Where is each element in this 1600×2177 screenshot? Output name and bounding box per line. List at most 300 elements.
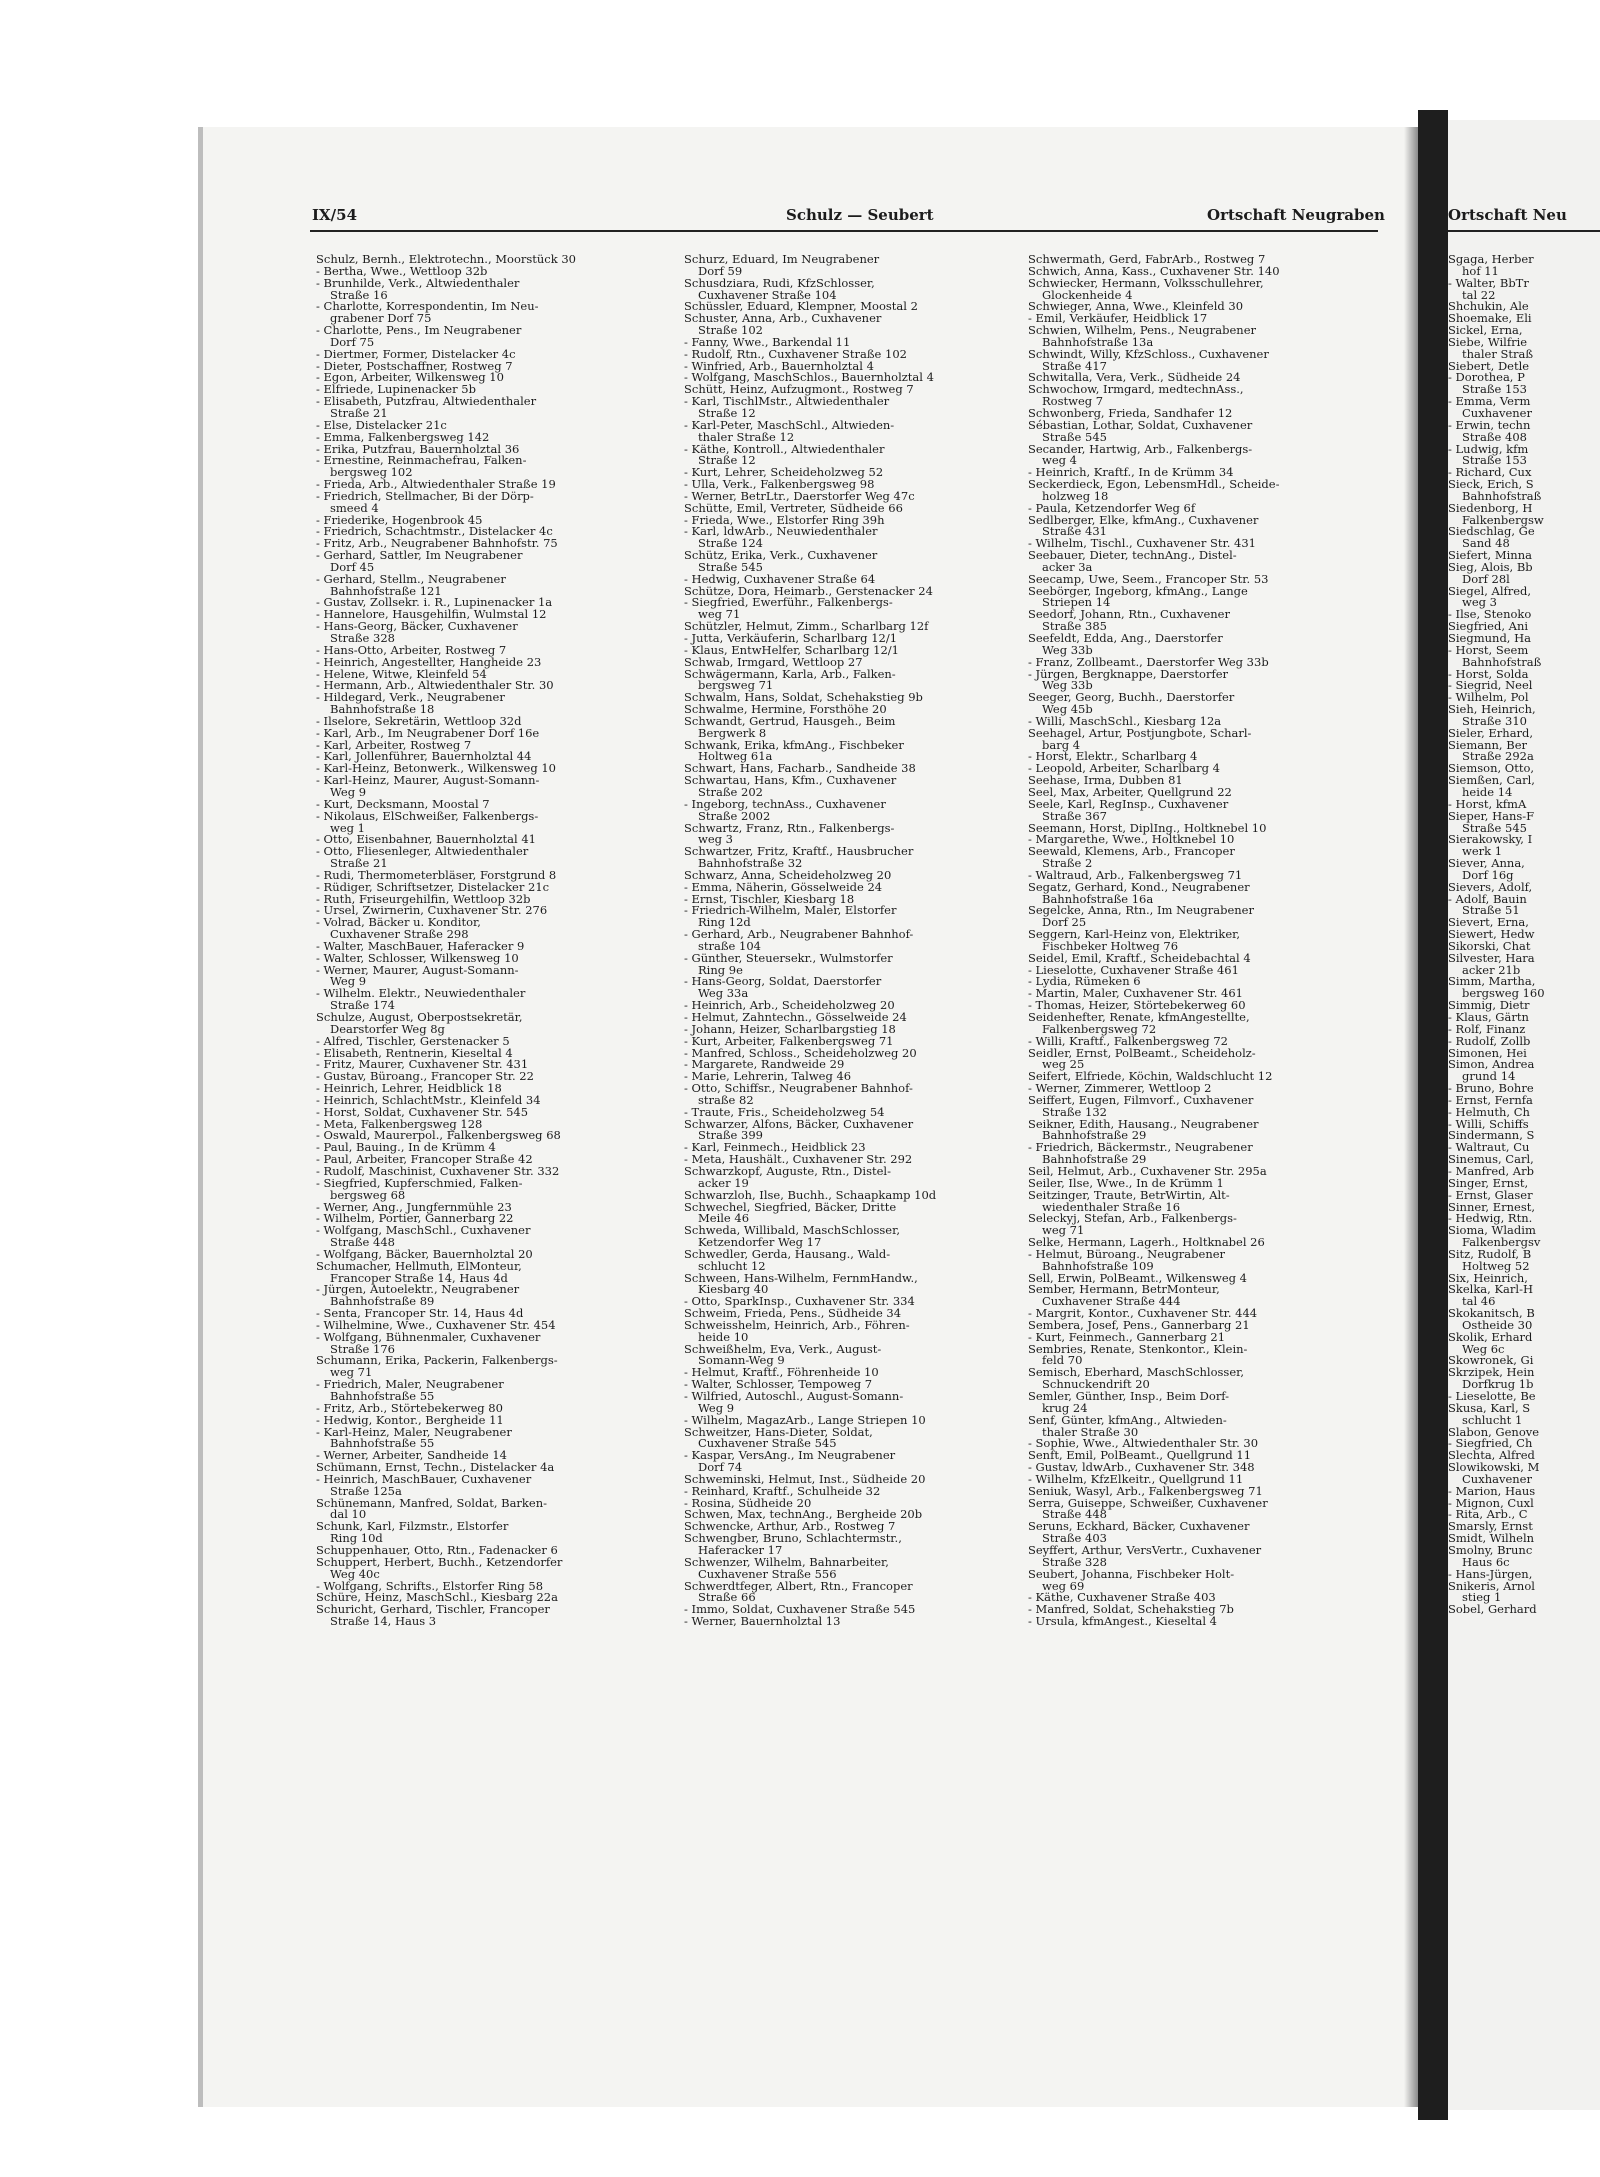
directory-entry: - Margarete, Randweide 29 bbox=[684, 1057, 845, 1072]
entry-continuation: Weg 9 bbox=[330, 784, 367, 799]
entry-continuation: Straße 403 bbox=[1042, 1531, 1107, 1546]
directory-entry: - Helmuth, Ch bbox=[1448, 1104, 1530, 1119]
directory-entry: Siedenborg, H bbox=[1448, 500, 1533, 515]
directory-entry: - Lydia, Rümeken 6 bbox=[1028, 974, 1141, 989]
entry-continuation: Straße 367 bbox=[1042, 808, 1107, 823]
directory-entry: Schweißhelm, Eva, Verk., August- bbox=[684, 1341, 882, 1356]
directory-entry: - Käthe, Cuxhavener Straße 403 bbox=[1028, 1590, 1216, 1605]
directory-entry: - Wolfgang, MaschSchlos., Bauernholztal 4 bbox=[684, 370, 934, 385]
entry-continuation: weg 69 bbox=[1042, 1578, 1085, 1593]
directory-entry: - Hildegard, Verk., Neugrabener bbox=[316, 690, 505, 705]
directory-entry: Seruns, Eckhard, Bäcker, Cuxhavener bbox=[1028, 1519, 1250, 1534]
directory-entry: Schwonberg, Frieda, Sandhafer 12 bbox=[1028, 405, 1233, 420]
directory-entry: - Walter, MaschBauer, Haferacker 9 bbox=[316, 938, 525, 953]
directory-entry: - Siegfried, Ewerführ., Falkenbergs- bbox=[684, 595, 893, 610]
entry-continuation: heide 10 bbox=[698, 1329, 749, 1344]
directory-entry: - Manfred, Soldat, Schehakstieg 7b bbox=[1028, 1602, 1234, 1617]
entry-continuation: Bahnhofstraß bbox=[1462, 488, 1542, 503]
directory-entry: Schuricht, Gerhard, Tischler, Francoper bbox=[316, 1602, 550, 1617]
directory-entry: - Walter, BbTr bbox=[1448, 275, 1529, 290]
directory-entry: - Martin, Maler, Cuxhavener Str. 461 bbox=[1028, 986, 1243, 1001]
entry-continuation: Rostweg 7 bbox=[1042, 394, 1104, 409]
directory-entry: Siemson, Otto, bbox=[1448, 761, 1535, 776]
entry-continuation: weg 71 bbox=[330, 1365, 373, 1380]
entry-continuation: wiedenthaler Straße 16 bbox=[1042, 1199, 1181, 1214]
directory-entry: - Elfriede, Lupinenacker 5b bbox=[316, 382, 476, 397]
directory-entry: - Heinrich, Kraftf., In de Krümm 34 bbox=[1028, 465, 1234, 480]
directory-entry: Snikeris, Arnol bbox=[1448, 1578, 1535, 1593]
directory-entry: - Siegfried, Kupferschmied, Falken- bbox=[316, 1175, 523, 1190]
directory-entry: Schweda, Willibald, MaschSchlosser, bbox=[684, 1223, 901, 1238]
directory-entry: Sember, Hermann, BetrMonteur, bbox=[1028, 1282, 1220, 1297]
directory-entry: Schwalme, Hermine, Forsthöhe 20 bbox=[684, 702, 887, 717]
directory-entry: Seehase, Irma, Dubben 81 bbox=[1028, 773, 1183, 788]
directory-entry: - Helmut, Zahntechn., Gösselweide 24 bbox=[684, 1010, 907, 1024]
directory-entry: - Siegrid, Neel bbox=[1448, 678, 1533, 693]
directory-entry: - Ernst, Tischler, Kiesbarg 18 bbox=[684, 891, 855, 906]
entry-continuation: Straße 448 bbox=[1042, 1507, 1107, 1522]
directory-entry: Schwartzer, Fritz, Kraftf., Hausbrucher bbox=[684, 844, 914, 859]
gutter-shadow bbox=[1404, 127, 1418, 2107]
directory-entry: - Friedrich, Bäckermstr., Neugrabener bbox=[1028, 1140, 1253, 1155]
directory-entry: - Fritz, Arb., Neugrabener Bahnhofstr. 75 bbox=[316, 536, 558, 551]
directory-entry: - Emma, Falkenbergsweg 142 bbox=[316, 429, 490, 444]
directory-entry: Siebe, Wilfrie bbox=[1448, 334, 1528, 349]
directory-entry: - Jürgen, Autoelektr., Neugrabener bbox=[316, 1282, 520, 1297]
directory-entry: Sébastian, Lothar, Soldat, Cuxhavener bbox=[1028, 417, 1253, 432]
entry-continuation: Bahnhofstraße 109 bbox=[1042, 1258, 1154, 1273]
directory-entry: Seckerdieck, Egon, LebensmHdl., Scheide- bbox=[1028, 477, 1280, 492]
entry-continuation: Straße 448 bbox=[330, 1235, 395, 1250]
entry-continuation: Straße 21 bbox=[330, 856, 388, 871]
directory-entry: Semisch, Eberhard, MaschSchlosser, bbox=[1028, 1365, 1245, 1380]
directory-entry: - Egon, Arbeiter, Wilkensweg 10 bbox=[316, 370, 504, 385]
directory-entry: - Jürgen, Bergknappe, Daerstorfer bbox=[1028, 666, 1229, 681]
directory-entry: - Hans-Jürgen, bbox=[1448, 1566, 1533, 1581]
directory-entry: Seewald, Klemens, Arb., Francoper bbox=[1028, 844, 1235, 859]
directory-entry: - Friederike, Hogenbrook 45 bbox=[316, 512, 483, 527]
directory-entry: Schulz, Bernh., Elektrotechn., Moorstück 30 bbox=[316, 254, 576, 266]
directory-entry: - Paul, Arbeiter, Francoper Straße 42 bbox=[316, 1152, 533, 1167]
entry-continuation: Bahnhofstraße 29 bbox=[1042, 1128, 1147, 1143]
entry-continuation: Straße 16 bbox=[330, 287, 388, 302]
directory-entry: Siegel, Alfred, bbox=[1448, 583, 1532, 598]
entry-continuation: Bahnhofstraße 13a bbox=[1042, 334, 1154, 349]
directory-entry: - Wilhelm, MagazArb., Lange Striepen 10 bbox=[684, 1412, 926, 1427]
directory-entry: - Gustav, Büroang., Francoper Str. 22 bbox=[316, 1069, 534, 1084]
directory-entry: Skusa, Karl, S bbox=[1448, 1400, 1531, 1415]
directory-entry: - Otto, Eisenbahner, Bauernholztal 41 bbox=[316, 832, 536, 847]
directory-entry: Schwart, Hans, Facharb., Sandheide 38 bbox=[684, 761, 916, 776]
entry-continuation: Straße 310 bbox=[1462, 713, 1527, 728]
directory-entry: Schusdziara, Rudi, KfzSchlosser, bbox=[684, 275, 875, 290]
directory-entry: Seiffert, Eugen, Filmvorf., Cuxhavener bbox=[1028, 1092, 1254, 1107]
entry-continuation: Ring 9e bbox=[698, 962, 743, 977]
directory-entry: Schweminski, Helmut, Inst., Südheide 20 bbox=[684, 1471, 926, 1486]
directory-entry: Schwechel, Siegfried, Bäcker, Dritte bbox=[684, 1199, 897, 1214]
directory-entry: Sell, Erwin, PolBeamt., Wilkensweg 4 bbox=[1028, 1270, 1247, 1285]
directory-entry: Skowronek, Gi bbox=[1448, 1353, 1534, 1368]
directory-entry: Seitzinger, Traute, BetrWirtin, Alt- bbox=[1028, 1187, 1230, 1202]
directory-entry: - Heinrich, Angestellter, Hangheide 23 bbox=[316, 654, 542, 669]
directory-entry: - Lieselotte, Cuxhavener Straße 461 bbox=[1028, 962, 1239, 977]
directory-entry: - Dorothea, P bbox=[1448, 370, 1525, 385]
entry-continuation: werk 1 bbox=[1462, 844, 1503, 859]
entry-continuation: bergsweg 68 bbox=[330, 1187, 406, 1202]
directory-entry: - Werner, Bauernholztal 13 bbox=[684, 1614, 841, 1629]
directory-column-1 bbox=[316, 254, 674, 1974]
directory-entry: - Käthe, Kontroll., Altwiedenthaler bbox=[684, 441, 885, 456]
entry-continuation: weg 3 bbox=[1462, 595, 1497, 610]
entry-continuation: thaler Straß bbox=[1462, 346, 1534, 361]
directory-entry: Senf, Günter, kfmAng., Altwieden- bbox=[1028, 1412, 1227, 1427]
directory-entry: Seebauer, Dieter, technAng., Distel- bbox=[1028, 548, 1237, 563]
entry-continuation: weg 71 bbox=[1042, 1223, 1085, 1238]
directory-entry: Sieg, Alois, Bb bbox=[1448, 559, 1533, 574]
entry-continuation: schlucht 12 bbox=[698, 1258, 766, 1273]
directory-entry: Smarsly, Ernst bbox=[1448, 1519, 1533, 1534]
entry-continuation: Straße 174 bbox=[330, 998, 395, 1013]
directory-entry: - Rosina, Südheide 20 bbox=[684, 1495, 812, 1510]
directory-entry: Smolny, Brunc bbox=[1448, 1542, 1533, 1557]
section-title: Ortschaft Neugraben bbox=[1207, 206, 1385, 224]
directory-entry: Seehagel, Artur, Postjungbote, Scharl- bbox=[1028, 725, 1252, 740]
directory-entry: - Hans-Georg, Bäcker, Cuxhavener bbox=[316, 619, 518, 634]
directory-entry: Seel, Max, Arbeiter, Quellgrund 22 bbox=[1028, 784, 1232, 799]
directory-entry: - Ilse, Stenoko bbox=[1448, 607, 1532, 622]
directory-entry: Seemann, Horst, DiplIng., Holtknebel 10 bbox=[1028, 820, 1267, 835]
directory-entry: Skelka, Karl-H bbox=[1448, 1282, 1534, 1297]
directory-entry: Segatz, Gerhard, Kond., Neugrabener bbox=[1028, 879, 1250, 894]
entry-continuation: Bahnhofstraße 32 bbox=[698, 856, 803, 871]
directory-entry: Schwarzkopf, Auguste, Rtn., Distel- bbox=[684, 1163, 891, 1178]
directory-entry: - Emma, Näherin, Gösselweide 24 bbox=[684, 879, 883, 894]
directory-entry: - Klaus, EntwHelfer, Scharlbarg 12/1 bbox=[684, 642, 899, 657]
entry-continuation: tal 46 bbox=[1462, 1294, 1496, 1309]
directory-entry: - Mignon, Cuxl bbox=[1448, 1495, 1534, 1510]
directory-entry: Skrzipek, Hein bbox=[1448, 1365, 1535, 1380]
entry-continuation: Dorf 45 bbox=[330, 559, 375, 574]
directory-entry: Skokanitsch, B bbox=[1448, 1306, 1535, 1321]
directory-entry: - Emma, Verm bbox=[1448, 394, 1531, 409]
entry-continuation: Dorf 25 bbox=[1042, 915, 1087, 930]
directory-entry: - Brunhilde, Verk., Altwiedenthaler bbox=[316, 275, 520, 290]
directory-entry: - Rudolf, Zollb bbox=[1448, 1033, 1531, 1048]
directory-entry: - Hermann, Arb., Altwiedenthaler Str. 30 bbox=[316, 678, 554, 693]
directory-entry: - Ursel, Zwirnerin, Cuxhavener Str. 276 bbox=[316, 903, 548, 918]
directory-entry: Schwen, Max, technAng., Bergheide 20b bbox=[684, 1507, 923, 1522]
directory-entry: - Otto, Fliesenleger, Altwiedenthaler bbox=[316, 844, 529, 859]
directory-entry: Seleckyj, Stefan, Arb., Falkenbergs- bbox=[1028, 1211, 1237, 1226]
directory-entry: - Ruth, Friseurgehilfin, Wettloop 32b bbox=[316, 891, 531, 906]
directory-entry: - Meta, Falkenbergsweg 128 bbox=[316, 1116, 483, 1131]
directory-entry: - Horst, Solda bbox=[1448, 666, 1529, 681]
directory-entry: - Emil, Verkäufer, Heidblick 17 bbox=[1028, 311, 1208, 326]
directory-entry: Schwich, Anna, Kass., Cuxhavener Str. 140 bbox=[1028, 263, 1280, 278]
directory-entry: - Hedwig, Kontor., Bergheide 11 bbox=[316, 1412, 504, 1427]
entry-continuation: weg 25 bbox=[1042, 1057, 1085, 1072]
directory-entry: - Karl-Heinz, Maurer, August-Somann- bbox=[316, 773, 540, 788]
directory-entry: - Fanny, Wwe., Barkendal 11 bbox=[684, 334, 851, 349]
directory-entry: Schwermath, Gerd, FabrArb., Rostweg 7 bbox=[1028, 254, 1266, 266]
entry-continuation: krug 24 bbox=[1042, 1400, 1088, 1415]
entry-continuation: Straße 417 bbox=[1042, 358, 1107, 373]
directory-entry: - Else, Distelacker 21c bbox=[316, 417, 447, 432]
entry-continuation: Straße 545 bbox=[698, 559, 763, 574]
directory-entry: Schützler, Helmut, Zimm., Scharlbarg 12f bbox=[684, 619, 929, 634]
entry-continuation: Dorfkrug 1b bbox=[1462, 1377, 1534, 1392]
directory-column-2 bbox=[684, 254, 1022, 1974]
entry-continuation: weg 71 bbox=[698, 607, 741, 622]
directory-entry: - Leopold, Arbeiter, Scharlbarg 4 bbox=[1028, 761, 1220, 776]
entry-continuation: weg 1 bbox=[330, 820, 365, 835]
directory-entry: - Adolf, Bauin bbox=[1448, 891, 1527, 906]
directory-entry: Schwarzloh, Ilse, Buchh., Schaapkamp 10d bbox=[684, 1187, 937, 1202]
directory-entry: - Bertha, Wwe., Wettloop 32b bbox=[316, 263, 488, 278]
directory-entry: - Friedrich, Stellmacher, Bi der Dörp- bbox=[316, 488, 534, 503]
entry-continuation: thaler Straße 12 bbox=[698, 429, 795, 444]
directory-entry: Schwarz, Anna, Scheideholzweg 20 bbox=[684, 867, 892, 882]
directory-entry: - Erika, Putzfrau, Bauernholztal 36 bbox=[316, 441, 520, 456]
entry-continuation: holzweg 18 bbox=[1042, 488, 1109, 503]
entry-continuation: Fischbeker Holtweg 76 bbox=[1042, 938, 1179, 953]
directory-entry: Schunk, Karl, Filzmstr., Elstorfer bbox=[316, 1519, 509, 1534]
entry-continuation: acker 21b bbox=[1462, 962, 1521, 977]
directory-entry: - Manfred, Schloss., Scheideholzweg 20 bbox=[684, 1045, 917, 1060]
directory-entry: - Elisabeth, Putzfrau, Altwiedenthaler bbox=[316, 394, 537, 409]
directory-entry: - Dieter, Postschaffner, Rostweg 7 bbox=[316, 358, 513, 373]
directory-entry: - Hedwig, Rtn. bbox=[1448, 1211, 1533, 1226]
directory-entry: - Hans-Georg, Soldat, Daerstorfer bbox=[684, 974, 882, 989]
entry-continuation: Weg 9 bbox=[698, 1400, 735, 1415]
directory-entry: - Karl, Arb., Im Neugrabener Dorf 16e bbox=[316, 725, 540, 740]
directory-entry: - Karl, Jollenführer, Bauernholztal 44 bbox=[316, 749, 532, 764]
directory-entry: - Helene, Witwe, Kleinfeld 54 bbox=[316, 666, 487, 681]
directory-entry: Shchukin, Ale bbox=[1448, 299, 1529, 314]
directory-entry: - Ingeborg, technAss., Cuxhavener bbox=[684, 796, 886, 811]
entry-continuation: Straße 153 bbox=[1462, 382, 1527, 397]
directory-entry: Schwitalla, Vera, Verk., Südheide 24 bbox=[1028, 370, 1241, 385]
entry-continuation: Ring 12d bbox=[698, 915, 751, 930]
directory-entry: Seil, Helmut, Arb., Cuxhavener Str. 295a bbox=[1028, 1163, 1267, 1178]
entry-continuation: dal 10 bbox=[330, 1507, 367, 1522]
directory-entry: - Otto, Schiffsr., Neugrabener Bahnhof- bbox=[684, 1081, 913, 1096]
directory-entry: Schüssler, Eduard, Klempner, Moostal 2 bbox=[684, 299, 918, 314]
entry-continuation: Straße 66 bbox=[698, 1590, 756, 1605]
directory-entry: Schwedler, Gerda, Hausang., Wald- bbox=[684, 1246, 891, 1261]
entry-continuation: Bahnhofstraße 29 bbox=[1042, 1152, 1147, 1167]
directory-entry: - Gustav, ldwArb., Cuxhavener Str. 348 bbox=[1028, 1460, 1255, 1475]
entry-continuation: Dearstorfer Weg 8g bbox=[330, 1021, 445, 1036]
directory-entry: - Frieda, Arb., Altwiedenthaler Straße 19 bbox=[316, 477, 556, 492]
directory-entry: - Heinrich, MaschBauer, Cuxhavener bbox=[316, 1471, 532, 1486]
directory-entry: - Richard, Cux bbox=[1448, 465, 1532, 480]
directory-entry: Sievert, Erna, bbox=[1448, 915, 1529, 930]
directory-entry: Sieler, Erhard, bbox=[1448, 725, 1534, 740]
entry-continuation: Straße 328 bbox=[330, 631, 395, 645]
directory-entry: Semler, Günther, Insp., Beim Dorf- bbox=[1028, 1389, 1230, 1403]
directory-entry: - Bruno, Bohre bbox=[1448, 1081, 1534, 1096]
directory-entry: - Rüdiger, Schriftsetzer, Distelacker 21c bbox=[316, 879, 550, 894]
directory-entry: - Helmut, Büroang., Neugrabener bbox=[1028, 1246, 1226, 1261]
directory-entry: - Karl-Heinz, Maler, Neugrabener bbox=[316, 1424, 512, 1439]
entry-continuation: schlucht 1 bbox=[1462, 1412, 1523, 1427]
directory-entry: - Frieda, Wwe., Elstorfer Ring 39h bbox=[684, 512, 885, 527]
directory-entry: Siegfried, Ani bbox=[1448, 619, 1529, 634]
directory-entry: - Lieselotte, Be bbox=[1448, 1389, 1536, 1403]
entry-continuation: Straße 132 bbox=[1042, 1104, 1107, 1119]
directory-entry: Simon, Andrea bbox=[1448, 1057, 1535, 1072]
entry-continuation: stieg 1 bbox=[1462, 1590, 1502, 1605]
directory-entry: Shoemake, Eli bbox=[1448, 311, 1532, 326]
entry-continuation: bergsweg 102 bbox=[330, 465, 413, 480]
directory-entry: Slowikowski, M bbox=[1448, 1460, 1540, 1475]
directory-entry: - Karl, Arbeiter, Rostweg 7 bbox=[316, 737, 472, 752]
entry-continuation: thaler Straße 30 bbox=[1042, 1424, 1139, 1439]
directory-entry: - Hedwig, Cuxhavener Straße 64 bbox=[684, 571, 876, 586]
book-gutter bbox=[1418, 110, 1448, 2120]
directory-entry: Schwiecker, Hermann, Volksschullehrer, bbox=[1028, 275, 1264, 290]
directory-entry: - Erwin, techn bbox=[1448, 417, 1531, 432]
directory-entry: - Ernst, Glaser bbox=[1448, 1187, 1533, 1202]
directory-entry: - Rudolf, Rtn., Cuxhavener Straße 102 bbox=[684, 346, 907, 361]
entry-continuation: Straße 545 bbox=[1462, 820, 1527, 835]
directory-entry: Schwenzer, Wilhelm, Bahnarbeiter, bbox=[684, 1554, 889, 1569]
directory-entry: - Diertmer, Former, Distelacker 4c bbox=[316, 346, 516, 361]
directory-entry: Schuster, Anna, Arb., Cuxhavener bbox=[684, 311, 882, 326]
header-rule bbox=[310, 230, 1378, 232]
directory-entry: - Gerhard, Arb., Neugrabener Bahnhof- bbox=[684, 927, 914, 942]
directory-entry: Seeger, Georg, Buchh., Daerstorfer bbox=[1028, 690, 1235, 705]
directory-entry: - Paul, Bauing., In de Krümm 4 bbox=[316, 1140, 496, 1155]
directory-entry: Schwien, Wilhelm, Pens., Neugrabener bbox=[1028, 323, 1257, 338]
entry-continuation: Straße 125a bbox=[330, 1483, 402, 1498]
directory-entry: - Wilfried, Autoschl., August-Somann- bbox=[684, 1389, 904, 1403]
entry-continuation: Straße 21 bbox=[330, 405, 388, 420]
directory-entry: Schwindt, Willy, KfzSchloss., Cuxhavener bbox=[1028, 346, 1269, 361]
directory-entry: - Helmut, Kraftf., Föhrenheide 10 bbox=[684, 1365, 879, 1380]
directory-entry: - Werner, Maurer, August-Somann- bbox=[316, 962, 519, 977]
directory-entry: - Gerhard, Sattler, Im Neugrabener bbox=[316, 548, 523, 563]
directory-entry: - Marie, Lehrerin, Talweg 46 bbox=[684, 1069, 852, 1084]
directory-entry: - Franz, Zollbeamt., Daerstorfer Weg 33b bbox=[1028, 654, 1269, 669]
entry-continuation: Falkenbergsw bbox=[1462, 512, 1544, 527]
directory-entry: Schünemann, Manfred, Soldat, Barken- bbox=[316, 1495, 547, 1510]
directory-entry: - Wilhelm. Elektr., Neuwiedenthaler bbox=[316, 986, 526, 1001]
entry-continuation: Straße 292a bbox=[1462, 749, 1534, 764]
directory-entry: - Ludwig, kfm bbox=[1448, 441, 1529, 456]
directory-entry: - Friedrich, Schachtmstr., Distelacker 4c bbox=[316, 524, 553, 539]
directory-entry: - Kurt, Arbeiter, Falkenbergsweg 71 bbox=[684, 1033, 894, 1048]
entry-continuation: Falkenbergsv bbox=[1462, 1235, 1541, 1250]
directory-entry: Schween, Hans-Wilhelm, FernmHandw., bbox=[684, 1270, 918, 1285]
entry-continuation: Weg 33a bbox=[698, 986, 749, 1001]
directory-entry: - Karl, ldwArb., Neuwiedenthaler bbox=[684, 524, 878, 539]
directory-entry: - Margrit, Kontor., Cuxhavener Str. 444 bbox=[1028, 1306, 1258, 1321]
entry-continuation: Straße 2002 bbox=[698, 808, 771, 823]
directory-entry: - Ulla, Verk., Falkenbergsweg 98 bbox=[684, 477, 875, 492]
directory-entry: Senft, Emil, PolBeamt., Quellgrund 11 bbox=[1028, 1448, 1252, 1463]
entry-continuation: Dorf 16g bbox=[1462, 867, 1514, 882]
directory-entry: - Wilhelm, Portier, Gannerbarg 22 bbox=[316, 1211, 514, 1226]
entry-continuation: Haus 6c bbox=[1462, 1554, 1510, 1569]
directory-entry: - Volrad, Bäcker u. Konditor, bbox=[316, 915, 481, 930]
entry-continuation: Straße 124 bbox=[698, 536, 763, 551]
directory-entry: Schurz, Eduard, Im Neugrabener bbox=[684, 254, 880, 266]
directory-entry: - Waltraut, Cu bbox=[1448, 1140, 1530, 1155]
entry-continuation: Straße 202 bbox=[698, 784, 763, 799]
directory-entry: Sikorski, Chat bbox=[1448, 938, 1531, 953]
directory-entry: - Werner, Arbeiter, Sandheide 14 bbox=[316, 1448, 507, 1463]
directory-entry: Seele, Karl, RegInsp., Cuxhavener bbox=[1028, 796, 1229, 811]
entry-continuation: Bahnhofstraße 55 bbox=[330, 1436, 435, 1451]
entry-continuation: Straße 176 bbox=[330, 1341, 395, 1356]
directory-entry: - Paula, Ketzendorfer Weg 6f bbox=[1028, 500, 1196, 515]
directory-entry: Seedorf, Johann, Rtn., Cuxhavener bbox=[1028, 607, 1230, 622]
entry-continuation: Dorf 75 bbox=[330, 334, 375, 349]
directory-entry: Schwengber, Bruno, Schlachtermstr., bbox=[684, 1531, 902, 1546]
entry-continuation: Straße 12 bbox=[698, 453, 756, 468]
directory-entry: Schwencke, Arthur, Arb., Rostweg 7 bbox=[684, 1519, 896, 1534]
directory-entry: - Horst, kfmA bbox=[1448, 796, 1527, 811]
directory-entry: Schütte, Emil, Vertreter, Südheide 66 bbox=[684, 500, 903, 515]
directory-entry: Slechta, Alfred bbox=[1448, 1448, 1535, 1463]
directory-entry: Schumacher, Hellmuth, ElMonteur, bbox=[316, 1258, 522, 1273]
entry-continuation: Cuxhavener Straße 104 bbox=[698, 287, 837, 302]
directory-entry: - Wolfgang, Bühnenmaler, Cuxhavener bbox=[316, 1329, 541, 1344]
directory-entry: - Ursula, kfmAngest., Kieseltal 4 bbox=[1028, 1614, 1217, 1629]
entry-continuation: Striepen 14 bbox=[1042, 595, 1111, 610]
directory-entry: Schwartau, Hans, Kfm., Cuxhavener bbox=[684, 773, 897, 788]
directory-entry: Sitz, Rudolf, B bbox=[1448, 1246, 1532, 1261]
entry-continuation: Francoper Straße 14, Haus 4d bbox=[330, 1270, 508, 1285]
directory-entry: - Wilhelmine, Wwe., Cuxhavener Str. 454 bbox=[316, 1317, 556, 1332]
directory-entry: Schwandt, Gertrud, Hausgeh., Beim bbox=[684, 713, 896, 728]
directory-entry: - Hans-Otto, Arbeiter, Rostweg 7 bbox=[316, 642, 507, 657]
directory-entry: - Heinrich, Lehrer, Heidblick 18 bbox=[316, 1081, 502, 1096]
entry-continuation: acker 19 bbox=[698, 1175, 749, 1190]
directory-entry: Schütz, Erika, Verk., Cuxhavener bbox=[684, 548, 878, 563]
directory-entry: Schuppenhauer, Otto, Rtn., Fadenacker 6 bbox=[316, 1542, 558, 1557]
directory-entry: Simonen, Hei bbox=[1448, 1045, 1527, 1060]
directory-entry: - Wolfgang, Schrifts., Elstorfer Ring 58 bbox=[316, 1578, 544, 1593]
directory-entry: - Immo, Soldat, Cuxhavener Straße 545 bbox=[684, 1602, 916, 1617]
directory-entry: Schulze, August, Oberpostsekretär, bbox=[316, 1010, 523, 1024]
directory-entry: Selke, Hermann, Lagerh., Holtknabel 26 bbox=[1028, 1235, 1265, 1250]
entry-continuation: Weg 9 bbox=[330, 974, 367, 989]
directory-entry: Sembries, Renate, Stenkontor., Klein- bbox=[1028, 1341, 1248, 1356]
directory-entry: - Werner, BetrLtr., Daerstorfer Weg 47c bbox=[684, 488, 915, 503]
entry-continuation: Ketzendorfer Weg 17 bbox=[698, 1235, 822, 1250]
directory-entry: - Willi, MaschSchl., Kiesbarg 12a bbox=[1028, 713, 1222, 728]
directory-entry: - Manfred, Arb bbox=[1448, 1163, 1534, 1178]
directory-entry: Schümann, Ernst, Techn., Distelacker 4a bbox=[316, 1460, 555, 1475]
entry-continuation: Cuxhavener Straße 545 bbox=[698, 1436, 837, 1451]
directory-entry: Simmig, Dietr bbox=[1448, 998, 1530, 1013]
directory-entry: - Marion, Haus bbox=[1448, 1483, 1536, 1498]
entry-continuation: Somann-Weg 9 bbox=[698, 1353, 785, 1368]
entry-continuation: Ring 10d bbox=[330, 1531, 383, 1546]
directory-entry: Skolik, Erhard bbox=[1448, 1329, 1533, 1344]
entry-continuation: Straße 2 bbox=[1042, 856, 1093, 871]
directory-entry: - Alfred, Tischler, Gerstenacker 5 bbox=[316, 1033, 510, 1048]
entry-continuation: Dorf 59 bbox=[698, 263, 743, 278]
directory-entry: - Hannelore, Hausgehilfin, Wulmstal 12 bbox=[316, 607, 547, 622]
directory-entry: - Sophie, Wwe., Altwiedenthaler Str. 30 bbox=[1028, 1436, 1259, 1451]
entry-continuation: grabener Dorf 75 bbox=[330, 311, 432, 326]
entry-continuation: heide 14 bbox=[1462, 784, 1513, 799]
entry-continuation: Bahnhofstraße 16a bbox=[1042, 891, 1154, 906]
